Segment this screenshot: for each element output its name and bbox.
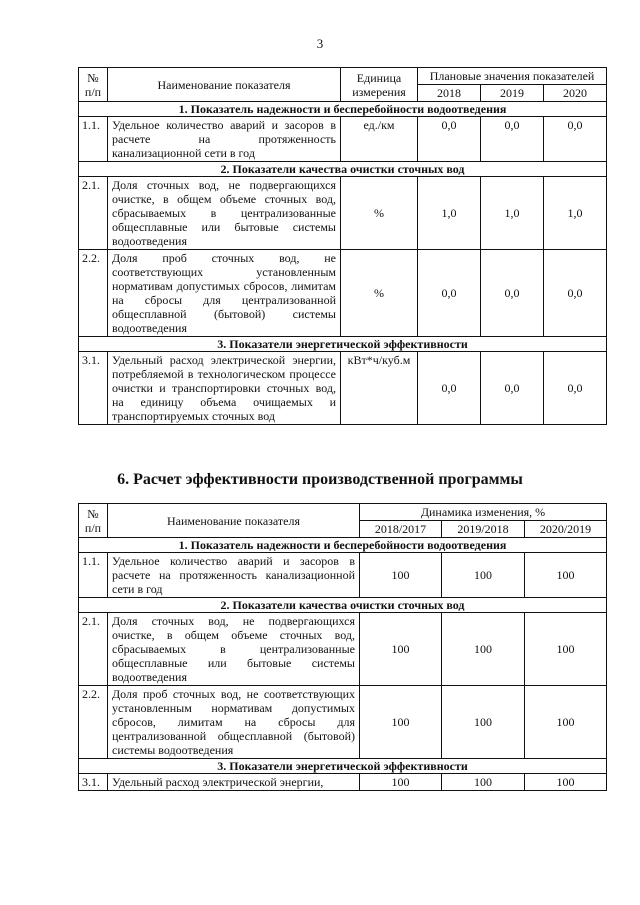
table-row — [79, 117, 607, 162]
row-num: 2.2. — [79, 250, 108, 337]
row-value: 100 — [360, 553, 442, 598]
section-title: 3. Показатели энергетической эффективности — [79, 759, 607, 774]
table-row — [79, 553, 607, 598]
row-value: 0,0 — [544, 117, 607, 162]
table-row — [79, 686, 607, 759]
row-value: 1,0 — [481, 177, 544, 250]
table-row — [79, 352, 607, 425]
header-year: 2020 — [544, 85, 607, 102]
header-num: № п/п — [79, 68, 108, 102]
header-num: № п/п — [79, 504, 108, 538]
section-title: 1. Показатель надежности и бесперебойности водоотведения — [79, 102, 607, 117]
row-value: 100 — [525, 613, 607, 686]
row-value: 1,0 — [418, 177, 481, 250]
row-value: 0,0 — [418, 117, 481, 162]
header-period: 2020/2019 — [525, 521, 607, 538]
row-value: 100 — [442, 553, 525, 598]
table-row — [79, 613, 607, 686]
efficiency-table — [78, 503, 607, 791]
row-value: 100 — [360, 774, 442, 791]
row-value: 0,0 — [481, 352, 544, 425]
header-plan-values: Плановые значения показателей — [418, 68, 607, 85]
row-num: 2.2. — [79, 686, 108, 759]
row-value: 100 — [360, 613, 442, 686]
row-name: Удельное количество аварий и засоров в расчете на протяженность канализационной сети в год — [108, 117, 341, 162]
row-value: 0,0 — [481, 250, 544, 337]
header-name: Наименование показателя — [108, 504, 360, 538]
page-number: 3 — [316, 36, 324, 51]
row-value: 0,0 — [544, 250, 607, 337]
row-value: 0,0 — [418, 250, 481, 337]
row-value: 1,0 — [544, 177, 607, 250]
section-title: 2. Показатели качества очистки сточных вод — [79, 598, 607, 613]
row-name: Удельный расход электрической энергии, потребляемой в технологическом процессе очистки и транспортировки сточных вод, на единицу объема очищаемых и транспортируемых сточных вод — [108, 352, 341, 425]
row-num: 1.1. — [79, 117, 108, 162]
row-value: 0,0 — [418, 352, 481, 425]
row-name: Удельное количество аварий и засоров в расчете на протяженность канализационной сети в год — [108, 553, 360, 598]
row-value: 100 — [442, 774, 525, 791]
row-name: Удельный расход электрической энергии, — [108, 774, 360, 791]
row-name: Доля сточных вод, не подвергающихся очистке, в общем объеме сточных вод, сбрасываемых в централизованные общесплавные или бытовые системы водоотведения — [108, 613, 360, 686]
row-num: 2.1. — [79, 613, 108, 686]
row-value: 100 — [360, 686, 442, 759]
row-unit: % — [341, 177, 418, 250]
row-name: Доля проб сточных вод, не соответствующих установленным нормативам допустимых сбросов, лимитам на сбросы для централизованной общесплавной (бытовой) системы водоотведения — [108, 250, 341, 337]
header-unit: Единица измерения — [341, 68, 418, 102]
table-row — [79, 177, 607, 250]
header-period: 2018/2017 — [360, 521, 442, 538]
row-value: 100 — [525, 774, 607, 791]
row-num: 3.1. — [79, 352, 108, 425]
header-year: 2018 — [418, 85, 481, 102]
row-num: 3.1. — [79, 774, 108, 791]
row-value: 100 — [525, 553, 607, 598]
section-title: 1. Показатель надежности и бесперебойности водоотведения — [79, 538, 607, 553]
section-title: 2. Показатели качества очистки сточных вод — [79, 162, 607, 177]
header-name: Наименование показателя — [108, 68, 341, 102]
header-dynamics: Динамика изменения, % — [360, 504, 607, 521]
row-value: 100 — [442, 686, 525, 759]
table-row — [79, 774, 607, 791]
row-num: 1.1. — [79, 553, 108, 598]
row-unit: % — [341, 250, 418, 337]
row-name: Доля проб сточных вод, не соответствующих установленным нормативам допустимых сбросов, лимитам на сбросы для централизованной общесплавной (бытовой) системы водоотведения — [108, 686, 360, 759]
header-period: 2019/2018 — [442, 521, 525, 538]
row-unit: ед./км — [341, 117, 418, 162]
section-heading: 6. Расчет эффективности производственной программы — [117, 471, 523, 488]
row-num: 2.1. — [79, 177, 108, 250]
row-value: 0,0 — [544, 352, 607, 425]
plan-indicators-table — [78, 67, 607, 425]
row-value: 0,0 — [481, 117, 544, 162]
header-year: 2019 — [481, 85, 544, 102]
table-row — [79, 250, 607, 337]
row-unit: кВт*ч/куб.м — [341, 352, 418, 425]
row-value: 100 — [442, 613, 525, 686]
section-title: 3. Показатели энергетической эффективности — [79, 337, 607, 352]
row-value: 100 — [525, 686, 607, 759]
row-name: Доля сточных вод, не подвергающихся очистке, в общем объеме сточных вод, сбрасываемых в централизованные общесплавные или бытовые системы водоотведения — [108, 177, 341, 250]
